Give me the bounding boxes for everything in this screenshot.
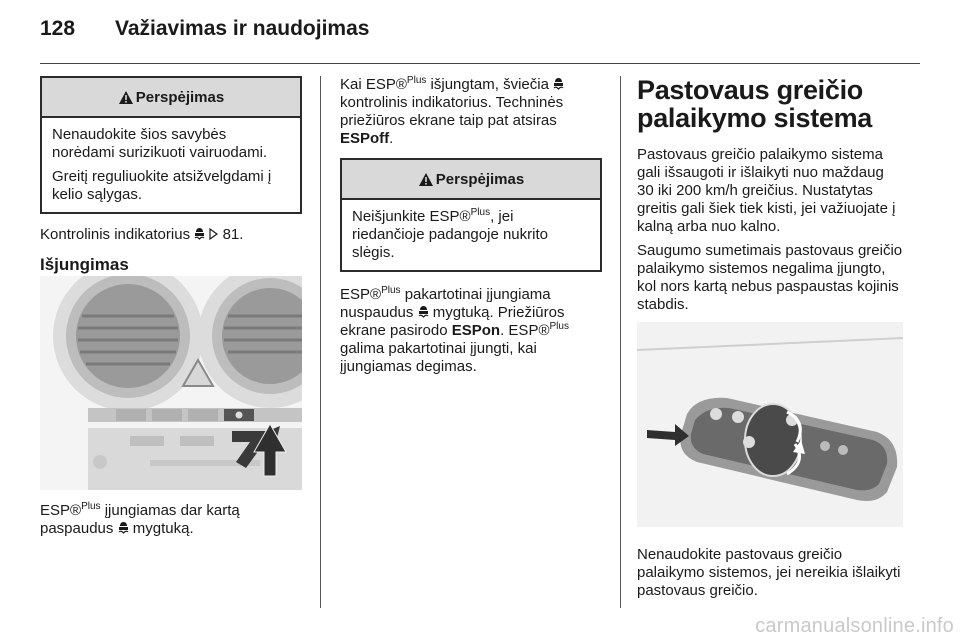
warning-triangle-icon bbox=[418, 172, 434, 187]
column-separator bbox=[620, 76, 621, 608]
header-rule bbox=[40, 63, 920, 64]
body-text: galima pakartotinai įjungti, kai įjungiamas degimas. bbox=[340, 340, 537, 375]
reference-arrow-icon bbox=[209, 228, 218, 240]
section-heading: Išjungimas bbox=[40, 255, 129, 274]
warning-triangle-icon bbox=[118, 90, 134, 105]
body-text: išjungtam, šviečia bbox=[430, 76, 549, 93]
superscript: Plus bbox=[470, 207, 491, 218]
display-message: ESPon bbox=[451, 322, 501, 339]
body-paragraph: Pastovaus greičio palaikymo sistema gali išsaugoti ir išlaikyti nuo maždaug 30 iki 200 km/h greičius. Nustatytas greitis gali šiek tiek kisti, jei važiuojate į kalną arba nuo kalno. bbox=[637, 146, 896, 235]
warning-header bbox=[42, 78, 300, 118]
body-text: mygtuką. Priežiūros ekrane pasirodo bbox=[340, 304, 565, 339]
esp-car-icon bbox=[194, 227, 205, 241]
esp-off-paragraph bbox=[340, 76, 602, 148]
warning-box bbox=[340, 158, 602, 272]
body-text: . ESP® bbox=[500, 322, 550, 339]
warning-box bbox=[40, 76, 302, 214]
warning-text-part: , jei riedančioje padangoje nukrito slėgis. bbox=[352, 208, 548, 261]
warning-text: Nenaudokite šios savybės norėdami surizikuoti vairuodami. bbox=[52, 126, 268, 161]
section-heading: Pastovaus greičio palaikymo sistema bbox=[637, 75, 873, 133]
chapter-title: Važiavimas ir naudojimas bbox=[115, 17, 370, 40]
cruise-control-illustration bbox=[637, 322, 903, 527]
figure-caption bbox=[40, 502, 302, 538]
warning-text: Greitį reguliuokite atsižvelgdami į kelio sąlygas. bbox=[52, 168, 272, 203]
superscript: Plus bbox=[381, 285, 401, 296]
esp-button-illustration bbox=[40, 276, 302, 490]
indicator-text: Kontrolinis indikatorius bbox=[40, 226, 191, 243]
page-number: 128 bbox=[40, 17, 76, 40]
esp-car-icon bbox=[118, 521, 129, 535]
column-separator bbox=[320, 76, 321, 608]
page-header bbox=[40, 17, 369, 41]
body-text: kontrolinis indikatorius. Techninės priežiūros ekrane taip pat atsiras bbox=[340, 94, 564, 129]
caption-text: mygtuką. bbox=[132, 520, 194, 537]
body-paragraph: Nenaudokite pastovaus greičio palaikymo sistemos, jei nereikia išlaikyti pastovaus greičio. bbox=[637, 546, 901, 599]
esp-car-icon bbox=[418, 305, 429, 319]
superscript: Plus bbox=[549, 321, 569, 332]
body-text: Kai ESP® bbox=[340, 76, 407, 93]
display-message: ESPoff bbox=[340, 130, 390, 147]
warning-text bbox=[352, 208, 590, 262]
indicator-paragraph bbox=[40, 226, 302, 244]
superscript: Plus bbox=[406, 75, 427, 86]
warning-text-part: Neišjunkite ESP® bbox=[352, 208, 471, 225]
column-3 bbox=[637, 76, 903, 314]
body-text: . bbox=[389, 130, 394, 147]
body-text: pakartotinai įjungiama nuspaudus bbox=[340, 286, 551, 321]
page-reference: 81. bbox=[222, 226, 244, 243]
body-paragraph: Saugumo sumetimais pastovaus greičio palaikymo sistemos negalima įjungto, kol nors kartą nebus paspaustas kojinis stabdis. bbox=[637, 242, 903, 313]
esp-car-icon bbox=[553, 77, 564, 91]
warning-title: Perspėjimas bbox=[435, 171, 525, 188]
column-2 bbox=[340, 76, 602, 376]
warning-header bbox=[342, 160, 600, 200]
caption-text: ESP® bbox=[40, 502, 82, 519]
warning-title: Perspėjimas bbox=[135, 89, 225, 106]
esp-on-paragraph bbox=[340, 286, 602, 376]
caption-text: įjungiamas dar kartą paspaudus bbox=[40, 502, 240, 537]
watermark: carmanualsonline.info bbox=[755, 615, 954, 637]
superscript: Plus bbox=[81, 501, 101, 512]
column-3-bottom bbox=[637, 546, 903, 600]
column-1 bbox=[40, 76, 302, 274]
body-text: ESP® bbox=[340, 286, 382, 303]
